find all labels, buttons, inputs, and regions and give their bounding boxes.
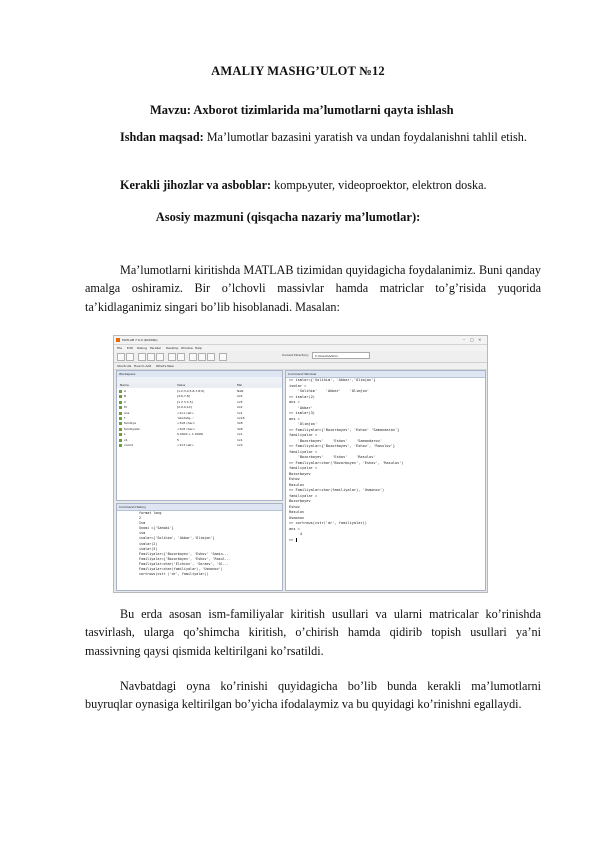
variable-icon: [119, 422, 122, 425]
workspace-var-value: <3x8 char>: [177, 426, 196, 431]
text-cursor: [296, 538, 297, 542]
workspace-var-min: 1x1: [237, 437, 243, 442]
command-window-line-text: >> Familiyalar=char(familiyalar), 'Usmonov'): [289, 488, 385, 492]
command-window-output: [289, 378, 404, 543]
goal-paragraph: [85, 128, 541, 146]
command-window-line-text: >> cortrows(cstr('dr', familiyalar)): [289, 521, 367, 525]
redo-icon: [177, 353, 185, 361]
history-line: Familiyalar={'Bozorboyev', 'Eshov', 'Rasul...: [139, 556, 231, 561]
command-window-line-text: ans =: [289, 416, 300, 421]
command-window-line-text: familiyalar =: [289, 449, 318, 454]
command-window-line-text: 'Solihim' 'Akbar' 'Olimjon': [289, 389, 370, 393]
menu-file: File: [117, 346, 123, 350]
shortcuts-label: Shortcuts: [117, 364, 132, 368]
command-window-line-text: >>: [289, 537, 296, 542]
workspace-var-name: A: [124, 389, 127, 393]
matlab-screenshot: [113, 335, 488, 593]
equipment-label: Kerakli jihozlar va asboblar:: [120, 178, 272, 192]
workspace-var-value: <1x3 cell>: [177, 443, 194, 447]
close-icon: ×: [478, 337, 482, 342]
command-window-line-text: >> ismlar(3): [289, 411, 315, 415]
current-directory-field: C:\Users\Admin: [312, 352, 370, 359]
command-window-line-text: 'Akbar': [289, 405, 313, 410]
history-line: ismlar={'Solihim', 'Akbar','Olimjon'}: [139, 536, 215, 541]
workspace-row: [117, 411, 282, 416]
workspace-row: [117, 389, 282, 394]
workspace-row: [117, 432, 282, 437]
workspace-var-min: 1x1: [237, 410, 243, 415]
shortcut-whats-new: What's New: [156, 364, 174, 368]
workspace-var-name: familiya: [124, 421, 136, 426]
command-window-line-text: familiyalar =: [289, 433, 318, 437]
command-window-panel: [285, 370, 486, 591]
command-window-line-text: 4: [289, 532, 302, 536]
maximize-icon: □: [470, 337, 474, 342]
workspace-var-value: <1x1 cell>: [177, 410, 194, 415]
workspace-var-min: 2x4: [237, 394, 243, 399]
command-window-line-text: familiyalar =: [289, 466, 318, 470]
command-window-line: [289, 538, 404, 544]
workspace-var-min: 3x8: [237, 421, 243, 426]
variable-icon: [119, 412, 122, 415]
command-window-line-text: Eshov: [289, 504, 300, 509]
command-window-line-text: Eshov: [289, 477, 300, 481]
variable-icon: [119, 406, 122, 409]
workspace-row: [117, 443, 282, 448]
topic-line: Mavzu: Axborot tizimlarida ma’lumotlarni qayta ishlash: [150, 103, 454, 117]
variable-icon: [119, 439, 122, 442]
history-line: ism: [139, 531, 146, 536]
matlab-toolbar: [114, 351, 487, 363]
help-icon: [219, 353, 227, 361]
workspace-var-value: [2,0,0,10]: [177, 405, 192, 410]
command-window-line-text: >> ismlar(2): [289, 394, 315, 399]
history-line: cortrows(cstr ('dr', familiyalar)): [139, 572, 209, 577]
shortcut-how-to-add: How to Add: [134, 364, 152, 368]
workspace-var-name: ans: [124, 410, 130, 415]
workspace-var-value: [1 2 3 4 5]: [177, 399, 193, 404]
cut-icon: [138, 353, 146, 361]
command-window-line-text: ismlar =: [289, 383, 307, 388]
command-history-title: Command History: [117, 504, 282, 511]
workspace-var-name: x1: [124, 437, 128, 442]
profiler-icon: [207, 353, 215, 361]
menu-edit: Edit: [127, 346, 133, 350]
explanation-paragraph: Bu erda asosan ism-familiyalar kiritish usullari va ularni matricalar ko’rinishda tasvirlash, ularga qo’shimcha kiritish, o’chirish hamda qidirib topish usullari ya’ni massivning qaysi qismida keltirilgani ko’rsatildi.: [85, 607, 541, 658]
undo-icon: [168, 353, 176, 361]
matlab-window-title: MATLAB 7.9.0 (R2009b): [122, 338, 158, 342]
workspace-var-name: C: [124, 399, 127, 404]
workspace-title: Workspace: [117, 371, 282, 378]
workspace-var-min: 1x3: [237, 443, 243, 447]
workspace-var-name: B: [124, 394, 127, 399]
workspace-var-min: 1x1: [237, 432, 243, 437]
matlab-logo-icon: [116, 338, 120, 342]
workspace-panel: [116, 370, 283, 501]
workspace-var-value: 5.0000 + 1.0000i: [177, 432, 204, 437]
workspace-var-value: 5: [177, 437, 179, 442]
workspace-row: [117, 421, 282, 426]
workspace-col-min: Min: [237, 383, 243, 387]
command-window-line-text: >> ismlar={'Solihim', 'Akbar','Olimjon'}: [289, 378, 376, 382]
workspace-var-name: familiyalar: [124, 426, 140, 431]
history-line: Ism: [139, 521, 146, 526]
workspace-var-name: xnomi: [124, 443, 134, 447]
command-window-line-text: >> Familiyalar={'Bozorboyev', 'Eshov' 'Samandarov'}: [289, 427, 400, 432]
history-line: Familiyalar=char(familiyalar), 'Usmonov'): [139, 567, 223, 572]
menu-window: Window: [181, 346, 193, 350]
command-window-line-text: 'Bozorboyev' 'Eshov' 'Rasulov': [289, 455, 376, 459]
command-history-panel: [116, 503, 283, 591]
history-line: Familiyalar=char('Elchiev', 'Soraev', 'Ol...: [139, 561, 229, 566]
command-history-list: [139, 511, 231, 577]
command-window-line-text: ans =: [289, 400, 300, 404]
history-line: ismlar(3): [139, 546, 158, 551]
command-window-line-text: 'Olimjon': [289, 422, 318, 426]
command-window-line-text: 'Bozorboyev' 'Eshov' 'Samandarov': [289, 438, 383, 443]
equipment-paragraph: [85, 176, 541, 194]
workspace-var-name: M: [124, 405, 127, 410]
history-line: 2: [139, 516, 142, 521]
guide-icon: [198, 353, 206, 361]
command-window-line-text: Rasulov: [289, 510, 305, 514]
variable-icon: [119, 444, 122, 447]
variable-icon: [119, 395, 122, 398]
workspace-var-name: f: [124, 416, 126, 420]
variable-icon: [119, 401, 122, 404]
command-window-line-text: >> Familiyalar=char('Bozorboyev', 'Eshov', 'Rasulov'): [289, 460, 404, 465]
workspace-row: [117, 427, 282, 432]
workspace-row: [117, 394, 282, 399]
copy-icon: [147, 353, 155, 361]
menu-debug: Debug: [137, 346, 147, 350]
workspace-row: [117, 416, 282, 421]
history-line: Familiyalar={'Bozorboyev', 'Eshov' 'Samin...: [139, 551, 229, 556]
page-title: AMALIY MASHG’ULOT №12: [211, 64, 385, 78]
menu-help: Help: [195, 346, 202, 350]
equipment-text: kompьyuter, videoproektor, elektron doska.: [271, 178, 487, 192]
menu-parallel: Parallel: [150, 346, 161, 350]
minimize-icon: –: [463, 337, 465, 342]
history-line: Xnomi ={'Sahobi'}: [139, 526, 174, 531]
goal-label: Ishdan maqsad:: [120, 130, 204, 144]
variable-icon: [119, 428, 122, 431]
workspace-var-min: 3x8: [237, 426, 243, 431]
command-window-line-text: Rasulov: [289, 482, 305, 487]
simulink-icon: [189, 353, 197, 361]
variable-icon: [119, 417, 122, 420]
workspace-col-name: Name: [120, 383, 129, 387]
goal-text: Ma’lumotlar bazasini yaratish va undan foydalanishni tahlil etish.: [203, 130, 527, 144]
workspace-var-min: 1x16: [237, 416, 245, 420]
shortcuts-bar: [114, 363, 487, 370]
matlab-title-bar: [114, 336, 487, 345]
next-window-paragraph: Navbatdagi oyna ko’rinishi quyidagicha bo’lib bunda kerakli ma’lumotlarni buyruqlar oynasiga keltirilgan bo’yicha ifodalaymiz va bu quyidagi ko’rinishni egallaydi.: [85, 679, 541, 712]
workspace-var-min: 1x5: [237, 399, 243, 404]
workspace-row: [117, 438, 282, 443]
menu-desktop: Desktop: [166, 346, 179, 350]
open-file-icon: [126, 353, 134, 361]
workspace-col-value: Value: [177, 383, 186, 387]
workspace-var-value: <3x8 char>: [177, 421, 196, 426]
workspace-var-min: 2x2: [237, 405, 243, 410]
variable-icon: [119, 390, 122, 393]
workspace-var-name: s: [124, 432, 126, 437]
workspace-var-value: [4,6,7,8]: [177, 394, 190, 399]
command-window-line-text: Bozorboyev: [289, 471, 311, 476]
workspace-row: [117, 405, 282, 410]
command-window-title: Command Window: [286, 371, 485, 378]
command-window-line-text: Bozorboyev: [289, 499, 311, 503]
current-directory-label: Current Directory:: [282, 353, 309, 357]
history-line: ismlar(2): [139, 541, 158, 546]
command-window-line-text: ans =: [289, 526, 300, 531]
workspace-var-value: [1,2,3,4;5,6,7,8;9]: [177, 389, 205, 393]
content-heading: Asosiy mazmuni (qisqacha nazariy ma’lumotlar):: [155, 210, 421, 224]
workspace-header: [117, 383, 282, 388]
workspace-row: [117, 400, 282, 405]
workspace-var-value: 'Abcdefg...': [177, 416, 194, 420]
variable-icon: [119, 433, 122, 436]
command-window-line-text: >> Familiyalar={'Bozorboyev', 'Eshov', 'Rasulov'}: [289, 444, 396, 448]
new-file-icon: [117, 353, 125, 361]
workspace-var-min: NaN: [237, 389, 244, 393]
paste-icon: [156, 353, 164, 361]
command-window-line-text: Usmonov: [289, 515, 305, 520]
history-line: format long: [139, 511, 162, 515]
intro-paragraph: Ma’lumotlarni kiritishda MATLAB tizimidan quyidagicha foydalanimiz. Buni qanday amalga oshiramiz. Bir o’lchovli massivlar hamda matriclar to’g’risida yuqorida ta’kidlaganimiz singari bo’lib hisoblanadi. Masalan:: [85, 263, 541, 314]
command-window-line-text: familiyalar =: [289, 493, 318, 498]
